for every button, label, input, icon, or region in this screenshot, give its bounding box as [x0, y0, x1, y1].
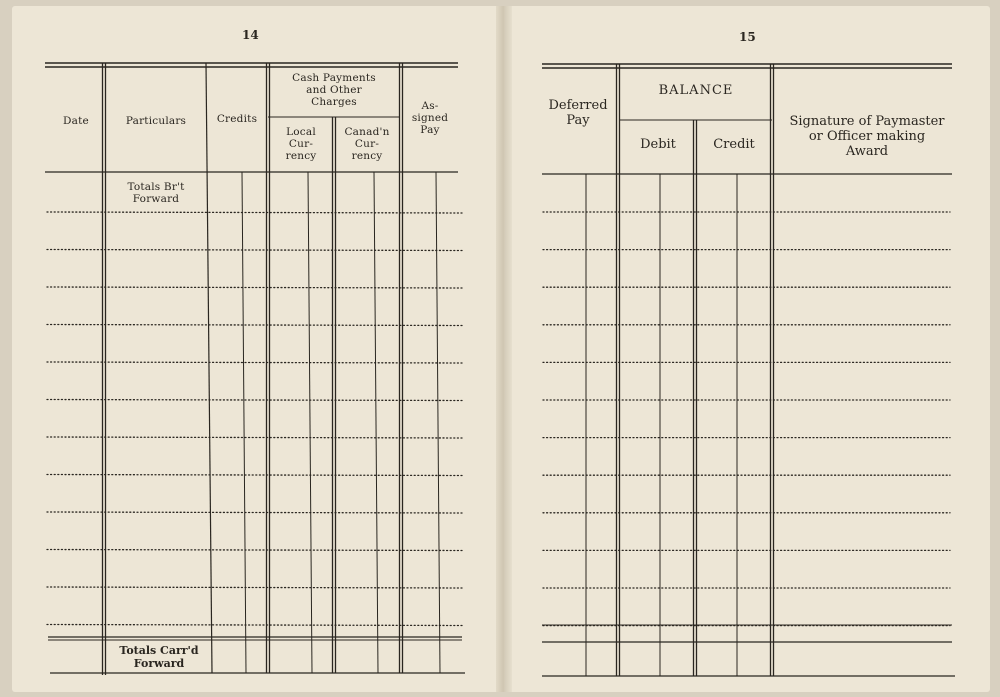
left-col-rule: [242, 172, 246, 673]
left-col-rule: [308, 172, 312, 673]
balance-header: BALANCE: [658, 83, 734, 98]
left-col-rule: [374, 172, 378, 673]
debit-column-header: Debit: [640, 137, 676, 152]
left-col-rule: [436, 172, 440, 673]
cash-payments-header: Cash Payments and Other Charges: [292, 72, 376, 109]
particulars-column-header: Particulars: [125, 115, 187, 127]
date-column-header: Date: [63, 115, 89, 127]
totals-carried-forward-label: Totals Carr'd Forward: [119, 644, 199, 670]
deferred-pay-header: Deferred Pay: [548, 98, 608, 128]
local-currency-header: Local Cur- rency: [285, 126, 317, 163]
canadian-currency-header: Canad'n Cur- rency: [344, 126, 390, 163]
assigned-pay-header: As- signed Pay: [411, 100, 449, 137]
page-number-right: 15: [739, 30, 756, 44]
left-col-rule: [206, 63, 212, 673]
page-number-left: 14: [242, 28, 259, 42]
credit-column-header: Credit: [713, 137, 755, 152]
totals-brought-forward-label: Totals Br't Forward: [127, 181, 185, 206]
credits-column-header: Credits: [216, 113, 258, 125]
signature-column-header: Signature of Paymaster or Officer making Award: [789, 114, 945, 159]
